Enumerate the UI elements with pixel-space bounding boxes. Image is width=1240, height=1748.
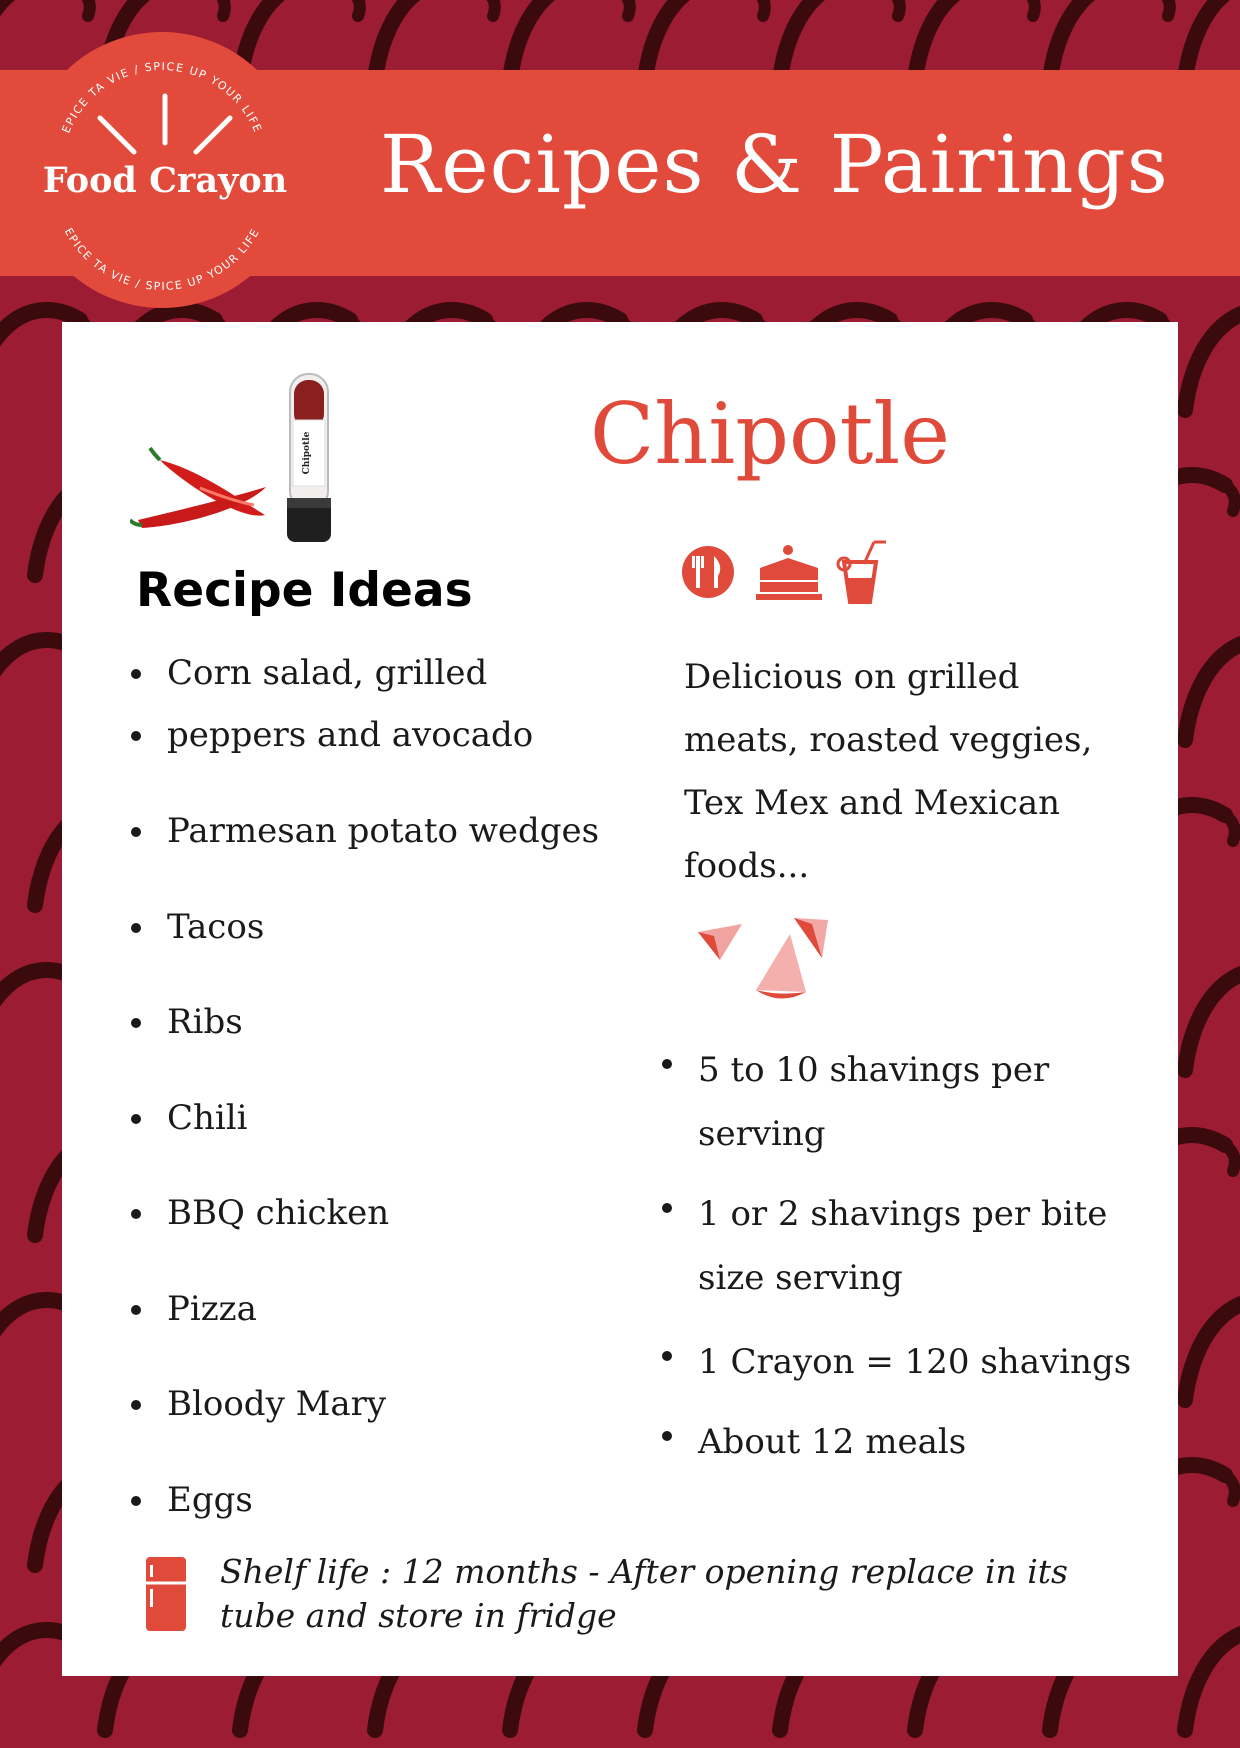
recipe-ideas-list-item: Eggs (167, 1475, 253, 1525)
usage-icons (680, 538, 900, 604)
recipe-ideas-list-item: Bloody Mary (167, 1379, 386, 1429)
recipe-ideas-list-item: Tacos (167, 902, 264, 952)
product-name: Chipotle (590, 385, 950, 483)
usage-list-item: About 12 meals (698, 1410, 1138, 1474)
drink-icon (838, 542, 886, 602)
food-crayon-logo (22, 30, 302, 310)
recipe-ideas-list-item: Parmesan potato wedges (167, 806, 599, 856)
product-image (130, 370, 350, 545)
pattern-pepper-shape (645, 0, 765, 80)
fridge-icon (144, 1555, 188, 1633)
pattern-pepper-shape (1185, 1630, 1240, 1730)
recipe-ideas-list-item: Ribs (167, 997, 243, 1047)
pattern-pepper-shape (510, 0, 630, 80)
recipe-ideas-title: Recipe Ideas (136, 563, 473, 618)
pattern-pepper-shape (375, 0, 495, 80)
shavings-icon (690, 910, 840, 1010)
pairing-description: Delicious on grilled meats, roasted veggies, Tex Mex and Mexican foods... (684, 657, 1093, 886)
plate-cutlery-icon (682, 546, 734, 598)
recipe-ideas-list-item: Pizza (167, 1284, 257, 1334)
usage-list-item: 1 or 2 shavings per bite size serving (698, 1182, 1138, 1310)
page-title: Recipes & Pairings (380, 118, 1169, 211)
pattern-pepper-shape (780, 0, 900, 80)
pattern-pepper-shape (1185, 1300, 1240, 1400)
logo-ring-text-bottom: EPICE TA VIE / SPICE UP YOUR LIFE (61, 225, 263, 294)
crayon-tube-image (287, 374, 331, 542)
pattern-pepper-shape (1050, 0, 1170, 80)
usage-list-item: 5 to 10 shavings per serving (698, 1038, 1138, 1166)
recipe-ideas-list-item: BBQ chicken (167, 1188, 389, 1238)
cake-icon (756, 545, 822, 600)
usage-list-item: 1 Crayon = 120 shavings (698, 1330, 1138, 1394)
pattern-pepper-shape (1185, 970, 1240, 1070)
recipe-ideas-list-item: Corn salad, grilled (167, 648, 487, 698)
shelf-life-note: Shelf life : 12 months - After opening replace in its tube and store in fridge (220, 1552, 1068, 1635)
tube-label-text: Chipotle (302, 431, 312, 475)
recipe-ideas-list-item: peppers and avocado (167, 710, 533, 760)
recipe-ideas-list-item: Chili (167, 1093, 248, 1143)
logo-ring-text-top: EPICE TA VIE / SPICE UP YOUR LIFE (59, 59, 265, 136)
pattern-pepper-shape (1185, 0, 1240, 80)
pepper-image (130, 448, 266, 528)
pattern-pepper-shape (1185, 310, 1240, 410)
pattern-pepper-shape (1185, 640, 1240, 740)
pattern-pepper-shape (915, 0, 1035, 80)
logo-brand-text: Food Crayon (42, 160, 288, 201)
